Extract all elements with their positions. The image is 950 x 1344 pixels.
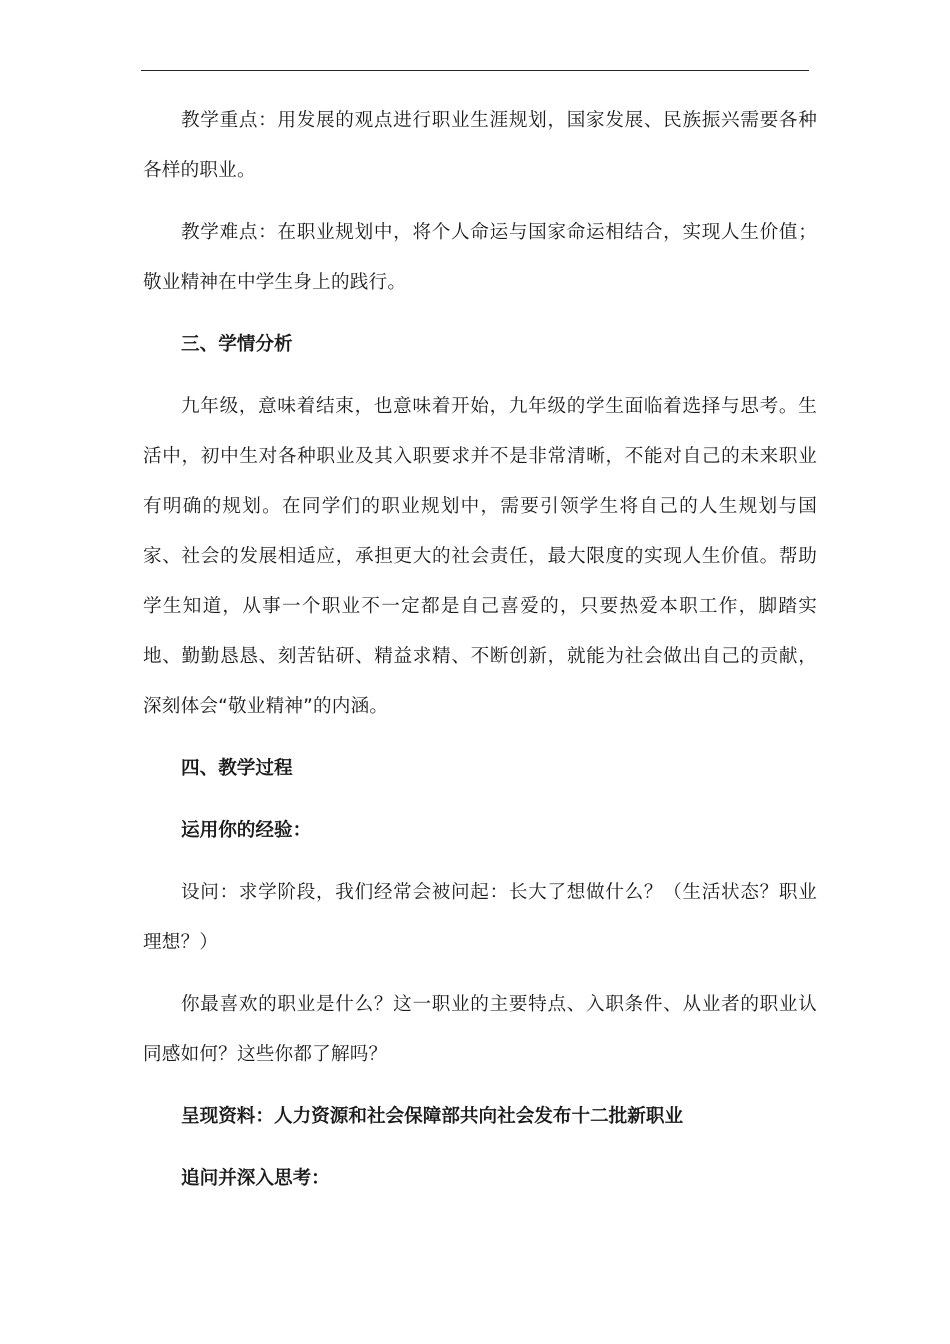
question-paragraph: 设问：求学阶段，我们经常会被问起：长大了想做什么？（生活状态？职业理想？）	[143, 882, 817, 953]
subheading-present-material: 呈现资料：人力资源和社会保障部共向社会发布十二批新职业	[181, 1106, 684, 1127]
key-points-paragraph: 教学重点：用发展的观点进行职业生涯规划，国家发展、民族振兴需要各种各样的职业。	[143, 110, 817, 181]
favorite-career-paragraph: 你最喜欢的职业是什么？这一职业的主要特点、入职条件、从业者的职业认同感如何？这些你都了解吗？	[143, 994, 817, 1065]
section-heading-teaching-process: 四、教学过程	[181, 758, 293, 779]
difficult-points-paragraph: 教学难点：在职业规划中，将个人命运与国家命运相结合，实现人生价值；敬业精神在中学生身上的践行。	[143, 222, 817, 293]
learner-analysis-paragraph: 九年级，意味着结束，也意味着开始，九年级的学生面临着选择与思考。生活中，初中生对各种职业及其入职要求并不是非常清晰，不能对自己的未来职业有明确的规划。在同学们的职业规划中，需要引领学生将自己的人生规划与国家、社会的发展相适应，承担更大的社会责任，最大限度的实现人生价值。帮助学生知道，从事一个职业不一定都是自己喜爱的，只要热爱本职工作，脚踏实地、勤勤恳恳、刻苦钻研、精益求精、不断创新，就能为社会做出自己的贡献，深刻体会“敬业精神”的内涵。	[143, 396, 817, 717]
document-body	[143, 96, 817, 1216]
header-rule	[141, 70, 809, 71]
section-heading-learner-analysis: 三、学情分析	[181, 334, 293, 355]
subheading-follow-up: 追问并深入思考：	[181, 1168, 330, 1189]
subheading-use-experience: 运用你的经验：	[181, 820, 312, 841]
